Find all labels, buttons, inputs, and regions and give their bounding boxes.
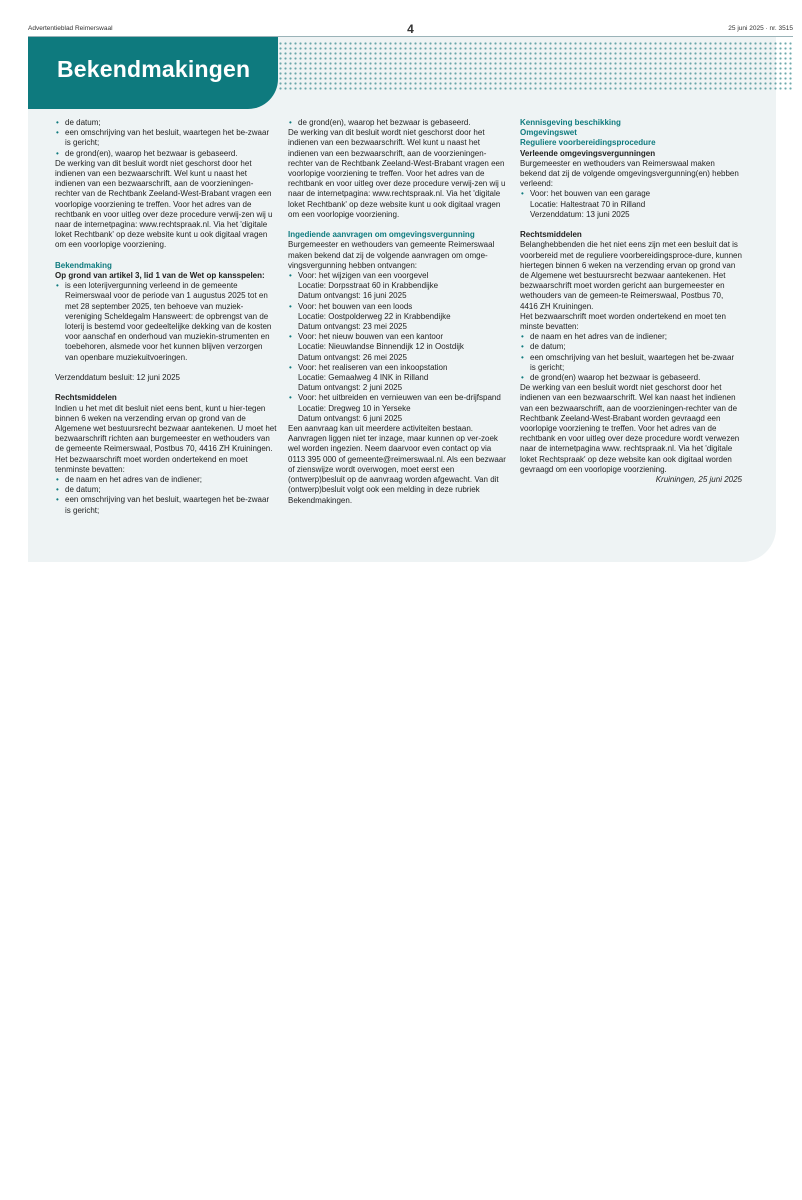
paragraph: Burgemeester en wethouders van Reimerswaal maken bekend dat zij de volgende omgevingsvergunning(en) hebben verleend: xyxy=(520,158,739,189)
aanvragen-list xyxy=(288,271,510,424)
paragraph: De werking van dit besluit wordt niet geschorst door het indienen van een bezwaarschrift. Wel kunt u naast het indienen van een bezwaarschrift, aan de voorzieningen-rechter van de Rechtbank Zeeland-West-Brabant vragen een voorlopige voorziening te treffen. Voor het adres van de rechtbank en voor uitleg over deze procedure verwij-zen wij u naar de internetpagina: www.rechtspraak.nl. Via het 'digitale loket Rechtbank' op deze website kunt u ook digitaal vragen om een voorlopige voorziening. xyxy=(288,128,506,219)
intro-bullet-list xyxy=(288,118,510,128)
paragraph: De werking van dit besluit wordt niet geschorst door het indienen van een bezwaarschrift. Wel kunt u naast het indienen van een bezwaarschrift, aan de voorzieningen-rechter van de Rechtbank Zeeland-West-Brabant vragen een voorlopige voorziening te treffen. Voor het adres van de rechtbank en voor uitleg over deze procedure verwij-zen wij u naar de internetpagina: www.rechtspraak.nl. Via het 'digitale loket Rechtbank' op deze website kunt u ook digitaal vragen om een voorlopige voorziening. xyxy=(55,158,273,250)
list-item: • een omschrijving van het besluit, waartegen het be-zwaar is gericht; xyxy=(520,353,742,373)
list-item: • de datum; xyxy=(520,342,742,352)
dot-pattern xyxy=(278,41,793,91)
section-heading: Kennisgeving beschikking xyxy=(520,118,621,127)
list-item: • de grond(en), waarop het bezwaar is gebaseerd. xyxy=(55,149,277,159)
intro-bullet-list xyxy=(55,118,277,159)
list-item: • Voor: het bouwen van een garage Locatie: Haltestraat 70 in Rilland Verzenddatum: 13 juni 2025 xyxy=(520,189,742,220)
bezwaar-bullet-list xyxy=(520,332,742,383)
list-item: • Voor: het nieuw bouwen van een kantoor Locatie: Nieuwlandse Binnendijk 12 in Oostdijk Datum ontvangst: 26 mei 2025 xyxy=(288,332,510,363)
vergunningen-list xyxy=(520,189,742,220)
section-title: Bekendmakingen xyxy=(57,56,251,82)
list-item: • de grond(en) waarop het bezwaar is gebaseerd. xyxy=(520,373,742,383)
list-item: • de naam en het adres van de indiener; xyxy=(55,475,277,485)
list-item: • Voor: het uitbreiden en vernieuwen van een be-drijfspand Locatie: Dregweg 10 in Yerseke Datum ontvangst: 6 juni 2025 xyxy=(288,393,510,424)
paragraph: Het bezwaarschrift moet worden ondertekend en moet tenminste bevatten: xyxy=(55,454,248,474)
paragraph: Het bezwaarschrift moet worden ondertekend en moet ten minste bevatten: xyxy=(520,311,726,332)
list-item: • de grond(en), waarop het bezwaar is gebaseerd. xyxy=(288,118,510,128)
column-1 xyxy=(55,118,277,516)
bekendmaking-bullet-list xyxy=(55,281,277,363)
list-item: • de naam en het adres van de indiener; xyxy=(520,332,742,342)
paragraph: Belanghebbenden die het niet eens zijn met een besluit dat is voorbereid met de reguliere voorbereidingsproce-dure, kunnen hiertegen binnen 6 weken na verzending ervan op grond van de Algemene wet bestuursrecht bezwaar aantekenen. Het bezwaarschrift moet worden gericht aan burgemeester en wethouders van de gemeen-te Reimerswaal, Postbus 70, 4416 ZH Kruiningen. xyxy=(520,240,742,311)
list-item: • Voor: het bouwen van een loods Locatie: Oostpolderweg 22 in Krabbendijke Datum ontvangst: 23 mei 2025 xyxy=(288,302,510,333)
bezwaar-bullet-list xyxy=(55,475,277,516)
column-2 xyxy=(288,118,510,506)
list-item: • een omschrijving van het besluit, waartegen het be-zwaar is gericht; xyxy=(55,495,277,515)
paragraph: Burgemeester en wethouders van gemeente Reimerswaal maken bekend dat zij de volgende aanvragen om omge-vingsvergunning hebben ontvangen: xyxy=(288,240,495,270)
section-subheading: Verleende omgevingsvergunningen xyxy=(520,148,656,158)
list-item: • de datum; xyxy=(55,118,277,128)
paragraph: Indien u het met dit besluit niet eens bent, kunt u hier-tegen binnen 6 weken na verzending ervan op grond van de Algemene wet bestuursrecht bezwaar aantekenen. U moet het bezwaarschrift richten aan burgemeester en wethouders van de gemeente Reimerswaal, Postbus 70, 4416 ZH Kruiningen. xyxy=(55,403,277,454)
signature: Kruiningen, 25 juni 2025 xyxy=(655,475,742,485)
page-number: 4 xyxy=(407,22,414,36)
verzenddatum: Verzenddatum besluit: 12 juni 2025 xyxy=(55,373,180,383)
list-item: • Voor: het wijzigen van een voorgevel Locatie: Dorpsstraat 60 in Krabbendijke Datum ontvangst: 16 juni 2025 xyxy=(288,271,510,302)
section-heading: Rechtsmiddelen xyxy=(520,230,582,240)
edition-label: 25 juni 2025 · nr. 3515 xyxy=(728,25,793,32)
section-subheading: Op grond van artikel 3, lid 1 van de Wet op kansspelen: xyxy=(55,271,265,281)
list-item: • Voor: het realiseren van een inkoopstation Locatie: Gemaalweg 4 INK in Rilland Datum ontvangst: 2 juni 2025 xyxy=(288,363,510,394)
section-heading: Bekendmaking xyxy=(55,260,112,270)
section-heading: Reguliere voorbereidingsprocedure xyxy=(520,138,656,148)
section-heading: Omgevingswet xyxy=(520,128,577,138)
publication-name: Advertentieblad Reimerswaal xyxy=(28,25,113,32)
column-3 xyxy=(520,118,742,485)
section-heading: Rechtsmiddelen xyxy=(55,393,117,403)
list-item: • de datum; xyxy=(55,485,277,495)
list-item: • is een loterijvergunning verleend in de gemeente Reimerswaal voor de periode van 1 augustus 2025 tot en met 28 september 2025, ten behoeve van muziek-vereniging Scheldegalm Hansweert: de opbrengst van de loterij is bestemd voor gedeeltelijke dekking van de kosten voor aanschaf en onderhoud van muziekin-strumenten en toebehoren, alsmede voor het kunnen blijven verzorgen van openbare muziekuitvoeringen. xyxy=(55,281,277,363)
list-item: • een omschrijving van het besluit, waartegen het be-zwaar is gericht; xyxy=(55,128,277,148)
paragraph: De werking van een besluit wordt niet geschorst door het indienen van een bezwaarschrift. Wel kan naast het indienen van een bezwaarschrift, aan de voorzieningen-rechter van de Rechtbank Zeeland-West-Brabant worden gevraagd een voorlopige voorziening te treffen. Voor het adres van de rechtbank en voor uitleg over deze procedure wordt verwezen naar de internetpagina www. rechtspraak.nl. Via het 'digitale loket Rechtspraak' op deze website kan ook digitaal worden gevraagd om een voorlopige voorziening. xyxy=(520,383,740,474)
section-heading: Ingediende aanvragen om omgevingsvergunning xyxy=(288,230,475,240)
paragraph: Een aanvraag kan uit meerdere activiteiten bestaan. Aanvragen liggen niet ter inzage, maar kunnen op ver-zoek wel worden ingezien. Neem daarvoor even contact op via 0113 395 000 of gemeente@reimerswaal.nl. Als een bezwaar of zienswijze wordt overwogen, moet eerst een (ontwerp)besluit op de aanvraag worden afgewacht. Van dit (ontwerp)besluit volgt ook een melding in deze rubriek Bekendmakingen. xyxy=(288,424,506,505)
